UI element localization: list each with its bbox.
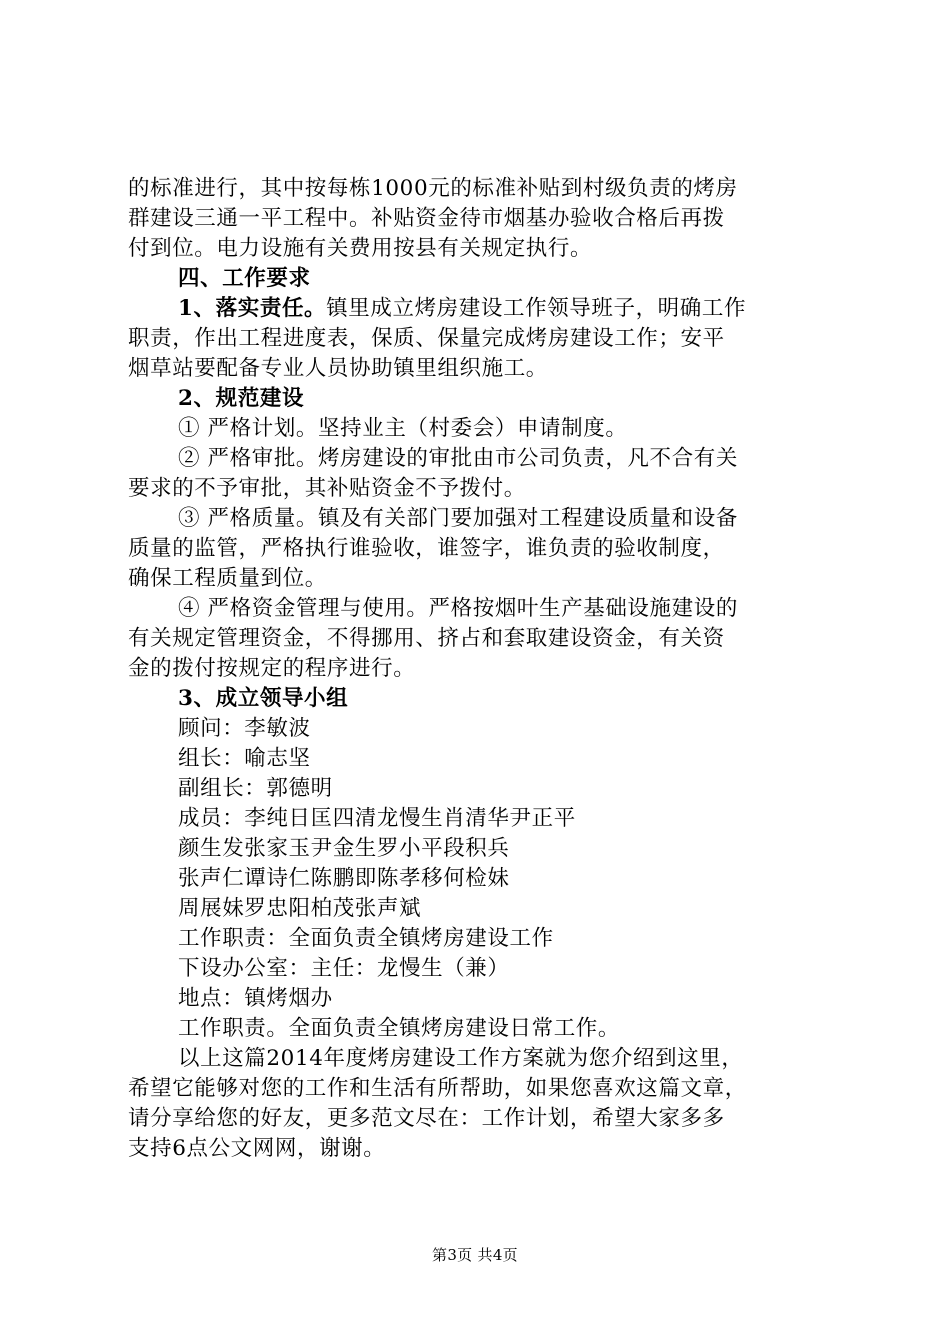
section-heading: 四、工作要求 bbox=[178, 266, 311, 291]
bold-lead: 1、落实责任。 bbox=[178, 296, 327, 321]
text-line: 有关规定管理资金，不得挪用、挤占和套取建设资金，有关资 bbox=[128, 626, 725, 651]
text-line: 周展妹罗忠阳柏茂张声斌 bbox=[178, 896, 422, 921]
text-line: 金的拨付按规定的程序进行。 bbox=[128, 656, 416, 681]
text-line: 请分享给您的好友，更多范文尽在：工作计划，希望大家多多 bbox=[128, 1106, 725, 1131]
text-line: ① 严格计划。坚持业主（村委会）申请制度。 bbox=[178, 416, 628, 441]
text-line: 群建设三通一平工程中。补贴资金待市烟基办验收合格后再拨 bbox=[128, 206, 725, 231]
text-line: 职责，作出工程进度表，保质、保量完成烤房建设工作；安平 bbox=[128, 326, 725, 351]
text-line: 希望它能够对您的工作和生活有所帮助，如果您喜欢这篇文章， bbox=[128, 1076, 747, 1101]
text-line: 支持6点公文网网，谢谢。 bbox=[128, 1136, 386, 1161]
text-line: 下设办公室：主任：龙慢生（兼） bbox=[178, 956, 510, 981]
text-line: 烟草站要配备专业人员协助镇里组织施工。 bbox=[128, 356, 548, 381]
text-line: 的标准进行，其中按每栋1000元的标准补贴到村级负责的烤房 bbox=[128, 176, 738, 201]
text-line: ④ 严格资金管理与使用。严格按烟叶生产基础设施建设的 bbox=[178, 596, 738, 621]
section-heading: 3、成立领导小组 bbox=[178, 686, 349, 711]
text-line: 工作职责：全面负责全镇烤房建设工作 bbox=[178, 926, 554, 951]
text-line: 以上这篇2014年度烤房建设工作方案就为您介绍到这里， bbox=[178, 1046, 744, 1071]
text-line: 地点：镇烤烟办 bbox=[178, 986, 333, 1011]
text-line: 副组长：郭德明 bbox=[178, 776, 333, 801]
text-line: 成员：李纯日匡四清龙慢生肖清华尹正平 bbox=[178, 806, 576, 831]
text-line: 组长：喻志坚 bbox=[178, 746, 311, 771]
text-line: 确保工程质量到位。 bbox=[128, 566, 327, 591]
text-line: ② 严格审批。烤房建设的审批由市公司负责，凡不合有关 bbox=[178, 446, 738, 471]
document-body bbox=[128, 174, 828, 1164]
text-line: 质量的监管，严格执行谁验收，谁签字，谁负责的验收制度， bbox=[128, 536, 725, 561]
text-line: 颜生发张家玉尹金生罗小平段积兵 bbox=[178, 836, 510, 861]
text-line: 顾问：李敏波 bbox=[178, 716, 311, 741]
text-line: 工作职责。全面负责全镇烤房建设日常工作。 bbox=[178, 1016, 621, 1041]
text-line: ③ 严格质量。镇及有关部门要加强对工程建设质量和设备 bbox=[178, 506, 738, 531]
text-line: 付到位。电力设施有关费用按县有关规定执行。 bbox=[128, 236, 593, 261]
text-line: 1、落实责任。镇里成立烤房建设工作领导班子，明确工作 bbox=[178, 296, 747, 321]
text-line: 要求的不予审批，其补贴资金不予拨付。 bbox=[128, 476, 526, 501]
text-line: 张声仁谭诗仁陈鹏即陈孝移何检妹 bbox=[178, 866, 510, 891]
section-heading: 2、规范建设 bbox=[178, 386, 305, 411]
page-footer: 第3页 共4页 bbox=[432, 1246, 518, 1264]
